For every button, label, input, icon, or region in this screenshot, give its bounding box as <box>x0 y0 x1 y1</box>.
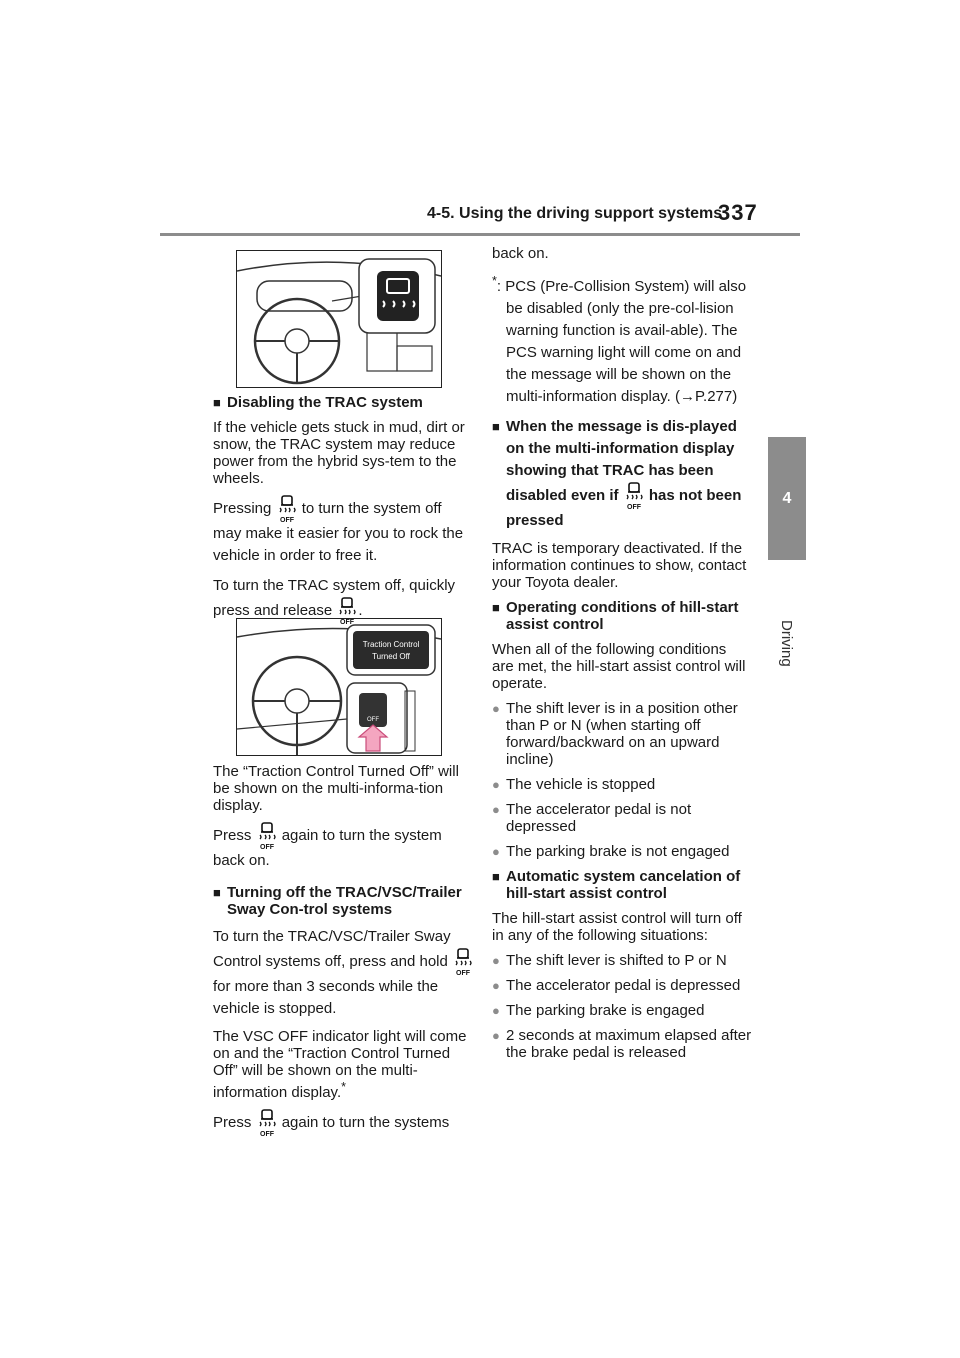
right-column <box>492 245 752 1069</box>
paragraph-back-on: back on. <box>492 245 549 262</box>
text-pressing-rest: to turn the system off may make it easier for you to rock the vehicle in order to free it. <box>213 499 464 564</box>
list-item: ● The accelerator pedal is not depressed <box>492 801 752 835</box>
list-item: ● The parking brake is engaged <box>492 1002 752 1019</box>
paragraph-temporarily-deactivated: TRAC is temporary deactivated. If the information continues to show, contact your Toyota dealer. <box>492 540 747 591</box>
svg-text:OFF: OFF <box>259 1131 274 1137</box>
display-message-line1: Traction Control <box>362 640 420 649</box>
trac-off-icon <box>623 482 645 510</box>
display-message-line2: Turned Off <box>372 652 410 661</box>
svg-text:OFF: OFF <box>259 844 274 850</box>
paragraph-press-again-systems <box>213 1109 475 1137</box>
list-item: ● The vehicle is stopped <box>492 776 752 793</box>
heading-message-rest: has not been pressed <box>506 486 742 529</box>
paragraph-turn-off <box>213 575 473 625</box>
header-rule <box>160 233 800 236</box>
trac-off-icon <box>256 1109 278 1137</box>
chapter-number: 4 <box>782 489 792 507</box>
trac-off-icon <box>336 597 358 625</box>
figure-traction-control-off <box>236 618 442 756</box>
page-number: 337 <box>718 200 758 225</box>
chapter-tab <box>768 437 806 560</box>
heading-disabling-trac: ■ Disabling the TRAC system <box>213 394 473 411</box>
header-section-title: 4-5. Using the driving support systems <box>427 205 723 222</box>
dashboard-illustration <box>237 251 441 387</box>
paragraph-press-again <box>213 822 475 872</box>
paragraph-trac-stuck: If the vehicle gets stuck in mud, dirt or snow, the TRAC system may reduce power from the hybrid sys-tem to the wheels. <box>213 419 465 487</box>
footnote-marker: * <box>341 1080 346 1094</box>
text-pressing: Pressing <box>213 499 272 517</box>
list-item: ● 2 seconds at maximum elapsed after the brake pedal is released <box>492 1027 752 1061</box>
trac-off-icon <box>276 495 298 523</box>
heading-automatic-cancelation: ■ Automatic system cancelation of hill-start assist control <box>492 868 752 902</box>
svg-text:OFF: OFF <box>279 517 294 523</box>
figure-dashboard-warning <box>236 250 442 388</box>
text-press-rest: again to turn the system back on. <box>213 826 442 869</box>
heading-message-text: When the message is dis-played on the multi-information display showing that TRAC has been disabled even if <box>506 418 737 504</box>
heading-hill-start-conditions: ■ Operating conditions of hill-start assist control <box>492 599 752 633</box>
footnote-pcs <box>492 270 752 408</box>
button-off-label: OFF <box>367 717 379 723</box>
footnote-text: : PCS (Pre-Collision System) will also be disabled (only the pre-col-lision warning function is avail-able). The PCS warning light will come on and the message will be shown on the multi-information display. ( <box>496 278 747 405</box>
dashboard-illustration-2 <box>237 619 441 755</box>
list-item: ● The accelerator pedal is depressed <box>492 977 752 994</box>
paragraph-turn-off-situations: The hill-start assist control will turn off in any of the following situations: <box>492 910 742 944</box>
text-press-hold: To turn the TRAC/VSC/Trailer Sway Control systems off, press and hold <box>213 928 451 970</box>
heading-turning-off-systems: ■ Turning off the TRAC/VSC/Trailer Sway Con-trol systems <box>213 884 475 918</box>
text-vsc-off: The VSC OFF indicator light will come on and the “Traction Control Turned Off” will be shown on the multi-information display. <box>213 1028 467 1101</box>
svg-text:OFF: OFF <box>340 619 355 625</box>
left-column-bottom <box>213 763 475 1145</box>
list-item: ● The shift lever is in a position other than P or N (when starting off forward/backward on an upward incline) <box>492 700 752 768</box>
paragraph-press-hold <box>213 926 475 1020</box>
paragraph-vsc-off <box>213 1028 475 1101</box>
svg-text:OFF: OFF <box>456 970 471 976</box>
svg-text:OFF: OFF <box>626 504 641 510</box>
text-period: . <box>358 601 363 619</box>
arrow-icon: → <box>679 388 695 405</box>
paragraph-display-message: The “Traction Control Turned Off” will be shown on the multi-informa-tion display. <box>213 763 459 814</box>
list-item: ● The parking brake is not engaged <box>492 843 752 860</box>
heading-message-displayed <box>492 416 752 532</box>
text-press: Press <box>213 826 252 844</box>
trac-off-icon <box>452 948 474 976</box>
text-press-2: Press <box>213 1113 252 1131</box>
footnote-star: * <box>492 274 497 288</box>
list-item: ● The shift lever is shifted to P or N <box>492 952 752 969</box>
page-reference-link[interactable]: P.277) <box>694 388 738 405</box>
text-press-2-rest: again to turn the systems <box>281 1113 450 1131</box>
text-press-hold-rest: for more than 3 seconds while the vehicle is stopped. <box>213 978 439 1017</box>
text-turn-off: To turn the TRAC system off, quickly press and release <box>213 577 456 619</box>
chapter-label: Driving <box>778 620 795 667</box>
paragraph-conditions-met: When all of the following conditions are met, the hill-start assist control will operate. <box>492 641 746 692</box>
trac-off-icon <box>256 822 278 850</box>
paragraph-pressing <box>213 495 473 567</box>
left-column-top <box>213 394 473 633</box>
